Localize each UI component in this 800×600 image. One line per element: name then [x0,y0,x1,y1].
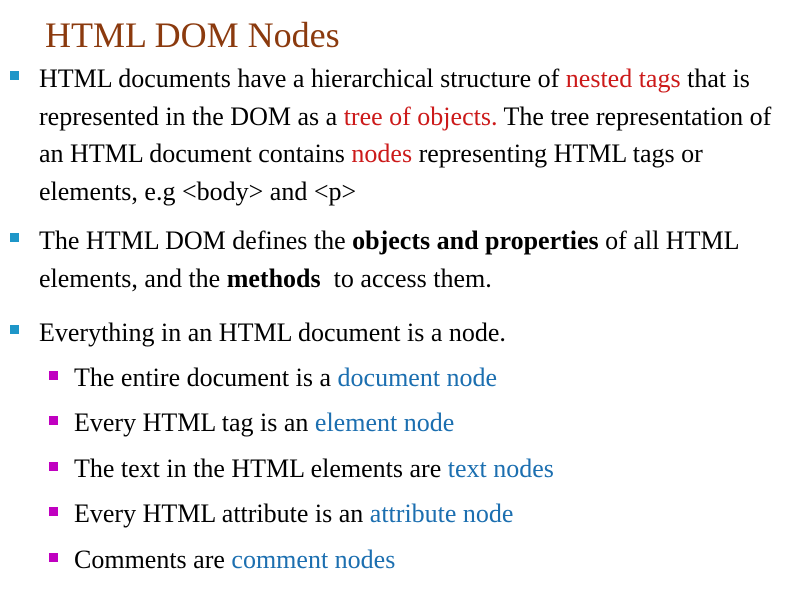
highlight-attribute-node: attribute node [369,499,514,528]
bullet-text: Everything in an HTML document is a node. [39,318,506,347]
sub-bullet-text: Every HTML tag is an [74,408,315,437]
highlight-tree-of-objects: tree of objects. [343,101,498,131]
square-sub-bullet-icon [49,507,58,516]
bullet-text: The tree representation of an HTML document contains [39,101,772,168]
highlight-comment-nodes: comment nodes [231,544,396,574]
bold-methods: methods [226,263,321,293]
square-sub-bullet-icon [49,462,58,471]
bullet-text: to access them. [320,263,492,293]
bullet-text: that is represented in the DOM as a [39,64,750,131]
sub-bullet-attribute-node [0,495,800,533]
sub-bullet-text: Comments are [74,544,232,574]
bullet-text: HTML documents have a hierarchical structure of [39,64,566,93]
highlight-nested-tags: nested tags [565,64,681,93]
square-bullet-icon [10,325,19,334]
square-sub-bullet-icon [49,371,58,380]
square-bullet-icon [10,233,19,242]
sub-bullet-comment-nodes [0,541,800,579]
highlight-document-node: document node [337,362,498,392]
bullet-objects-and-properties [0,222,800,297]
bullet-text: The HTML DOM defines the [39,226,353,255]
bullet-text: of all HTML elements, and the [39,226,739,293]
bullet-hierarchical-structure [0,60,800,210]
sub-bullet-text: Every HTML attribute is an [74,499,370,528]
slide-title: HTML DOM Nodes [45,15,340,55]
highlight-nodes: nodes [351,139,413,168]
sub-bullet-document-node [0,359,800,397]
bullet-text: representing HTML tags or elements, e.g <body> and <p> [39,139,703,206]
highlight-element-node: element node [314,408,455,437]
highlight-text-nodes: text nodes [447,453,554,483]
bold-objects-and-properties: objects and properties [352,226,599,255]
sub-bullet-element-node [0,404,800,442]
bullet-list [0,60,800,578]
sub-bullet-text: The entire document is a [74,362,338,392]
square-sub-bullet-icon [49,553,58,562]
sub-bullet-text-nodes [0,450,800,488]
sub-bullet-text: The text in the HTML elements are [74,453,448,483]
bullet-everything-is-a-node [0,314,800,352]
square-sub-bullet-icon [49,416,58,425]
square-bullet-icon [10,71,19,80]
